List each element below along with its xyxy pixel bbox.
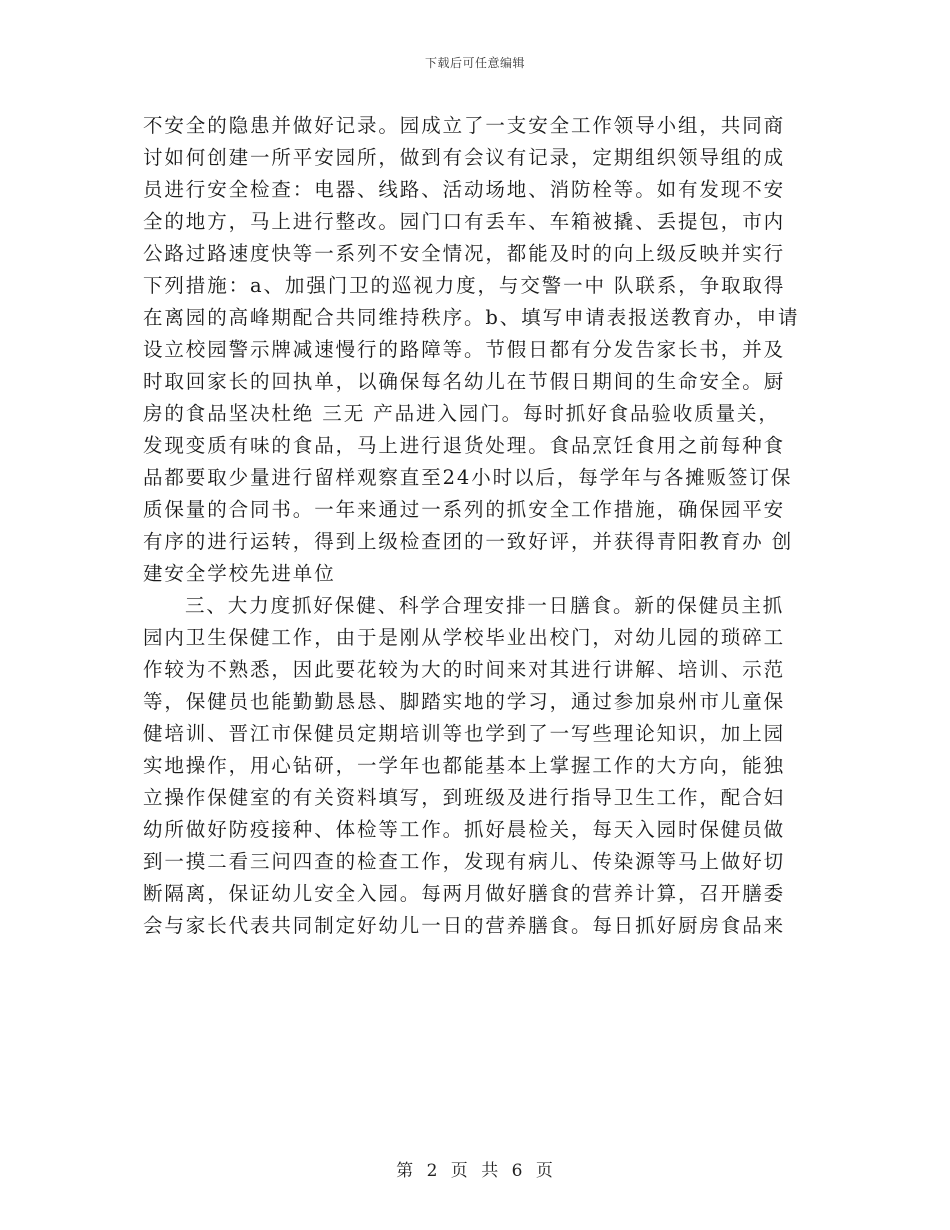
text-line: 园内卫生保健工作，由于是刚从学校毕业出校门，对幼儿园的琐碎工	[143, 626, 786, 649]
text-line: 员进行安全检查：电器、线路、活动场地、消防栓等。如有发现不安	[143, 178, 786, 201]
text-line: 设立校园警示牌减速慢行的路障等。节假日都有分发告家长书，并及	[143, 338, 786, 361]
text-line: 品都要取少量进行留样观察直至24小时以后，每学年与各摊贩签订保	[143, 466, 793, 489]
text-line: 实地操作，用心钻研，一学年也都能基本上掌握工作的大方向，能独	[143, 754, 786, 777]
text-line: 发现变质有味的食品，马上进行退货处理。食品烹饪食用之前每种食	[143, 434, 786, 457]
text-line: 断隔离，保证幼儿安全入园。每两月做好膳食的营养计算，召开膳委	[143, 882, 786, 905]
text-line: 作较为不熟悉，因此要花较为大的时间来对其进行讲解、培训、示范	[143, 658, 786, 681]
text-line: 全的地方，马上进行整改。园门口有丢车、车箱被撬、丢提包，市内	[143, 210, 786, 233]
text-line: 建安全学校先进单位	[143, 562, 336, 585]
text-line: 到一摸二看三问四查的检查工作，发现有病儿、传染源等马上做好切	[143, 850, 786, 873]
text-line: 有序的进行运转，得到上级检查团的一致好评，并获得青阳教育办 创	[143, 530, 794, 553]
text-line: 房的食品坚决杜绝 三无 产品进入园门。每时抓好食品验收质量关，	[143, 402, 780, 425]
text-line: 幼所做好防疫接种、体检等工作。抓好晨检关，每天入园时保健员做	[143, 818, 786, 841]
current-page-number: 2	[426, 1161, 439, 1181]
total-page-count: 6	[511, 1161, 524, 1181]
footer-page-word-2: 页	[535, 1161, 554, 1181]
footer-page-word: 页	[450, 1161, 469, 1181]
text-line: 讨如何创建一所平安园所，做到有会议有记录，定期组织领导组的成	[143, 146, 786, 169]
page-header-note: 下载后可任意编辑	[424, 56, 525, 70]
footer-prefix: 第	[396, 1161, 415, 1181]
page-number-footer	[0, 1156, 950, 1181]
section-heading-line: 三、大力度抓好保健、科学合理安排一日膳食。新的保健员主抓	[185, 594, 785, 617]
text-line: 等，保健员也能勤勤恳恳、脚踏实地的学习，通过参加泉州市儿童保	[143, 690, 786, 713]
text-line: 时取回家长的回执单，以确保每名幼儿在节假日期间的生命安全。厨	[143, 370, 786, 393]
text-line: 质保量的合同书。一年来通过一系列的抓安全工作措施，确保园平安	[143, 498, 786, 521]
text-line: 立操作保健室的有关资料填写，到班级及进行指导卫生工作，配合妇	[143, 786, 786, 809]
text-line: 在离园的高峰期配合共同维持秩序。b、填写申请表报送教育办，申请	[143, 306, 800, 329]
text-line: 下列措施：a、加强门卫的巡视力度，与交警一中 队联系，争取取得	[143, 274, 786, 297]
footer-total-word: 共	[481, 1161, 500, 1181]
document-body	[143, 110, 823, 942]
text-line: 不安全的隐患并做好记录。园成立了一支安全工作领导小组，共同商	[143, 114, 786, 137]
text-line: 健培训、晋江市保健员定期培训等也学到了一写些理论知识，加上园	[143, 722, 786, 745]
text-line: 公路过路速度快等一系列不安全情况，都能及时的向上级反映并实行	[143, 242, 786, 265]
text-line: 会与家长代表共同制定好幼儿一日的营养膳食。每日抓好厨房食品来	[143, 914, 786, 937]
